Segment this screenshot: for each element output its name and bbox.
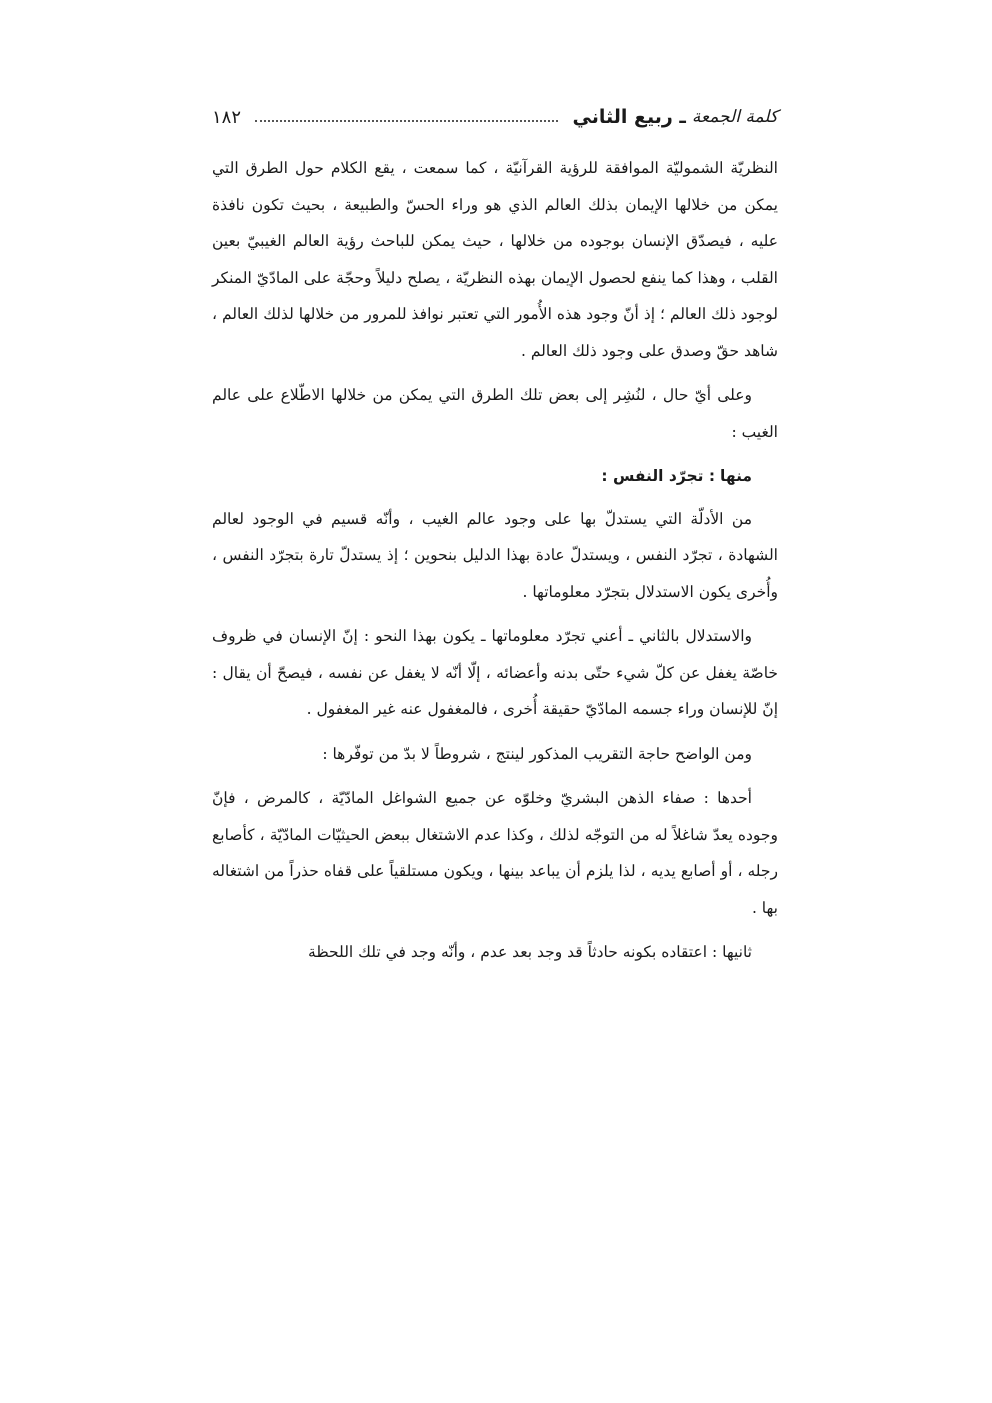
paragraph: من الأدلّة التي يستدلّ بها على وجود عالم الغيب ، وأنّه قسيم في الوجود لعالم الشهادة ، تجرّد النفس ، ويستدلّ عادة بهذا الدليل بنحوين ؛ إذ يستدلّ تارة بتجرّد النفس ، وأُخرى يكون الاستدلال بتجرّد معلوماتها . — [212, 509, 778, 601]
paragraph: والاستدلال بالثاني ـ أعني تجرّد معلوماتها ـ يكون بهذا النحو : إنّ الإنسان في ظروف خاصّة يغفل عن كلّ شيء حتّى بدنه وأعضائه ، إلّا أنّه لا يغفل عن نفسه ، فيصحّ أن يقال : إنّ للإنسان وراء جسمه المادّيّ حقيقة أُخرى ، فالمغفول عنه غير المغفول . — [212, 627, 778, 718]
paragraph: وعلى أيّ حال ، لنُشِر إلى بعض تلك الطرق التي يمكن من خلالها الاطّلاع على عالم الغيب : — [212, 386, 778, 441]
header-title — [572, 106, 778, 128]
running-header — [212, 100, 778, 134]
kalimat-al-jumuah-logo: كلمة الجمعة — [691, 107, 778, 127]
paragraph: ومن الواضح حاجة التقريب المذكور لينتج ، شروطاً لا بدّ من توفّرها : — [322, 744, 752, 763]
header-dotted-leader — [255, 120, 558, 122]
section-heading — [212, 458, 778, 495]
header-title-suffix: ـ ربيع الثاني — [572, 106, 686, 128]
section-heading-label: منها — [720, 467, 752, 485]
body-text — [212, 150, 778, 979]
paragraph: أحدها : صفاء الذهن البشريّ وخلوّه عن جميع الشواغل المادّيّة ، كالمرض ، فإنّ وجوده يعدّ شاغلاً له من التوجّه لذلك ، وكذا عدم الاشتغال ببعض الحيثيّات المادّيّة ، كأصابع رجله ، أو أصابع يديه ، لذا يلزم أن يباعد بينها ، ويكون مستلقياً على قفاه حذراً من اشتغاله بها . — [212, 789, 778, 917]
section-heading-title: : تجرّد النفس : — [601, 467, 716, 485]
paragraph: النظريّة الشموليّة الموافقة للرؤية القرآنيّة ، كما سمعت ، يقع الكلام حول الطرق التي يمكن من خلالها الإيمان بذلك العالم الذي هو وراء الحسّ والطبيعة ، بحيث تكون نافذة عليه ، فيصدّق الإنسان بوجوده من خلالها ، حيث يمكن للباحث رؤية العالم الغيبيّ بعين القلب ، وهذا كما ينفع لحصول الإيمان بهذه النظريّة ، يصلح دليلاً وحجّة على المادّيّ المنكر لوجود ذلك العالم ؛ إذ أنّ وجود هذه الأُمور التي تعتبر نوافذ للمرور من خلالها لذلك العالم ، شاهد حقّ وصدق على وجود ذلك العالم . — [212, 159, 778, 360]
page-number: ١٨٢ — [212, 106, 242, 128]
paragraph: ثانيها : اعتقاده بكونه حادثاً قد وجد بعد عدم ، وأنّه وجد في تلك اللحظة — [308, 943, 752, 961]
